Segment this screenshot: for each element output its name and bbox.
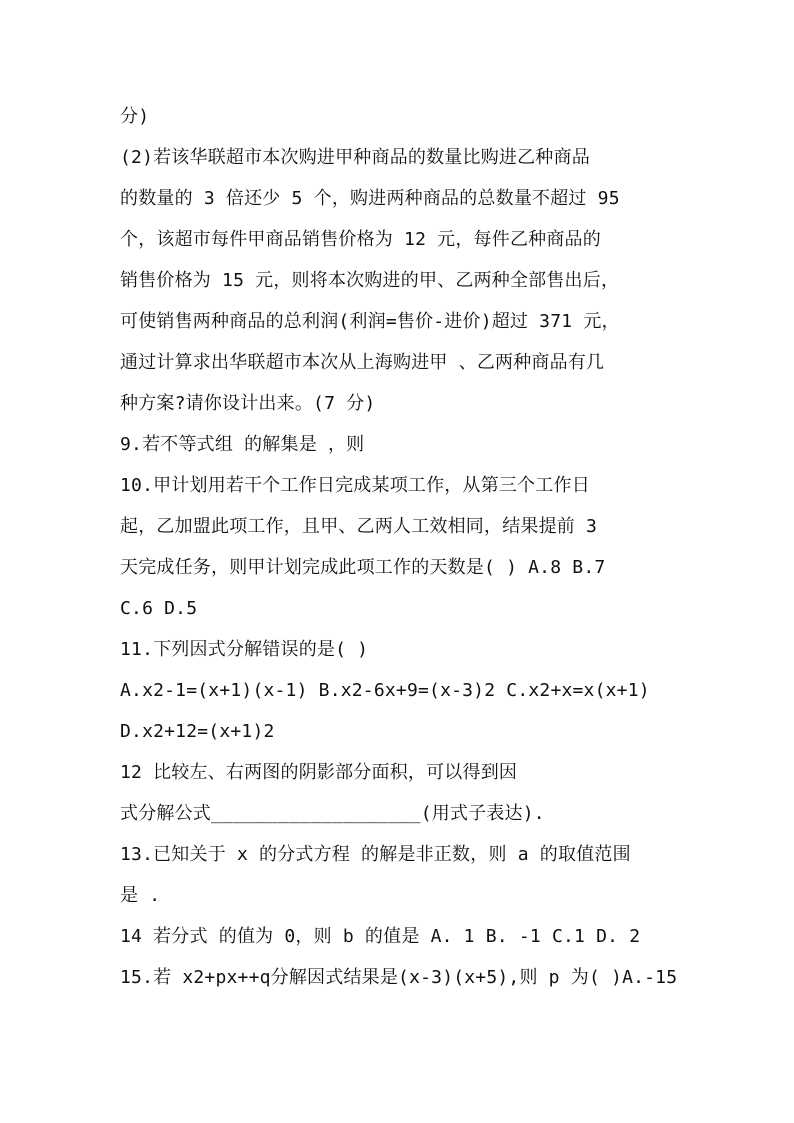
text-line-score-note: 分) — [120, 106, 150, 127]
text-line-question-8-part2-c: 个，该超市每件甲商品销售价格为 12 元，每件乙种商品的 — [120, 229, 601, 250]
text-line-question-12-b: 式分解公式___________________(用式子表达). — [120, 803, 545, 824]
text-line-question-8-part2-a: (2)若该华联超市本次购进甲种商品的数量比购进乙种商品 — [120, 147, 590, 168]
text-line-question-8-part2-b: 的数量的 3 倍还少 5 个，购进两种商品的总数量不超过 95 — [120, 188, 620, 209]
text-line-question-13-a: 13.已知关于 x 的分式方程 的解是非正数，则 a 的取值范围 — [120, 844, 631, 865]
text-line-question-9: 9.若不等式组 的解集是 ，则 — [120, 434, 365, 455]
text-line-question-8-part2-g: 种方案?请你设计出来。(7 分) — [120, 393, 376, 414]
text-line-question-10-c: 天完成任务，则甲计划完成此项工作的天数是( ) A.8 B.7 — [120, 557, 606, 578]
text-line-question-14: 14 若分式 的值为 0，则 b 的值是 A. 1 B. -1 C.1 D. 2 — [120, 926, 641, 947]
text-line-question-11-options-a: A.x2-1=(x+1)(x-1) B.x2-6x+9=(x-3)2 C.x2+x=x(x+1) — [120, 680, 650, 701]
document-body — [120, 96, 680, 998]
text-line-question-13-b: 是 . — [120, 885, 161, 906]
text-line-question-10-d: C.6 D.5 — [120, 598, 198, 619]
text-line-question-15: 15.若 x2+px++q分解因式结果是(x-3)(x+5),则 p 为( )A.-15 — [120, 967, 678, 988]
text-line-question-12-a: 12 比较左、右两图的阴影部分面积，可以得到因 — [120, 762, 518, 783]
text-line-question-10-a: 10.甲计划用若干个工作日完成某项工作，从第三个工作日 — [120, 475, 590, 496]
text-line-question-11-options-b: D.x2+12=(x+1)2 — [120, 721, 275, 742]
text-line-question-8-part2-d: 销售价格为 15 元，则将本次购进的甲、乙两种全部售出后， — [120, 270, 620, 291]
text-line-question-11: 11.下列因式分解错误的是( ) — [120, 639, 369, 660]
text-line-question-8-part2-e: 可使销售两种商品的总利润(利润=售价-进价)超过 371 元， — [120, 311, 620, 332]
text-line-question-8-part2-f: 通过计算求出华联超市本次从上海购进甲 、乙两种商品有几 — [120, 352, 605, 373]
text-line-question-10-b: 起，乙加盟此项工作，且甲、乙两人工效相同，结果提前 3 — [120, 516, 598, 537]
